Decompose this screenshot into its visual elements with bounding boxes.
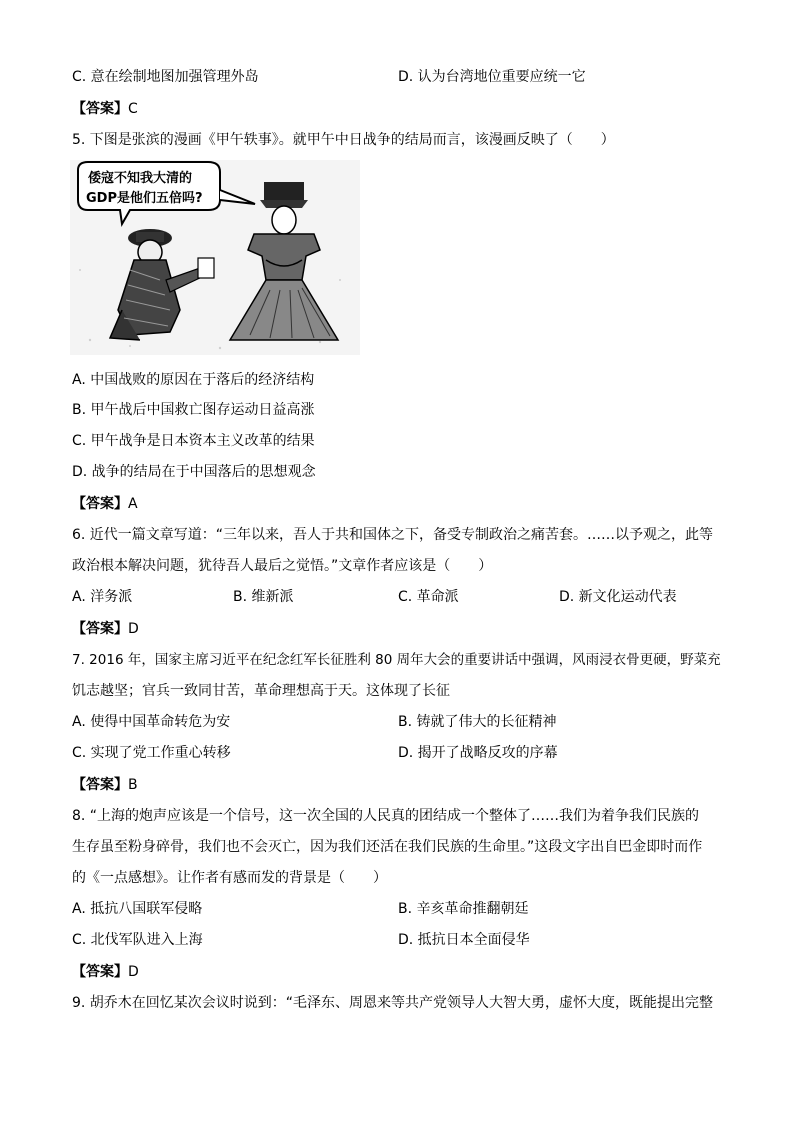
answer-value: D: [128, 621, 139, 637]
q8-option-b: B. 辛亥革命推翻朝廷: [398, 901, 529, 917]
answer-label: 【答案】: [72, 101, 128, 117]
q8-stem-line1: 8. “上海的炮声应该是一个信号，这一次全国的人民真的团结成一个整体了……我们为着争我们民族的: [72, 808, 700, 824]
q5-option-a: A. 中国战败的原因在于落后的经济结构: [72, 372, 315, 388]
q4-option-d: D. 认为台湾地位重要应统一它: [398, 69, 586, 85]
answer-value: A: [128, 496, 138, 512]
cartoon-image: [70, 160, 360, 355]
q7-option-b: B. 铸就了伟大的长征精神: [398, 714, 557, 730]
q6-option-b: B. 维新派: [233, 589, 294, 605]
q6-stem-line1: 6. 近代一篇文章写道：“三年以来，吾人于共和国体之下，备受专制政治之痛苦套。……以予观之，此等: [72, 527, 714, 543]
q5-stem: 5. 下图是张滨的漫画《甲午轶事》。就甲午中日战争的结局而言，该漫画反映了（ ）: [72, 132, 615, 148]
q6-answer: [72, 620, 139, 638]
q5-answer: [72, 495, 138, 513]
q8-answer: [72, 963, 139, 981]
answer-value: C: [128, 101, 138, 117]
q8-option-a: A. 抵抗八国联军侵略: [72, 901, 203, 917]
q6-option-c: C. 革命派: [398, 589, 459, 605]
q7-option-c: C. 实现了党工作重心转移: [72, 745, 231, 761]
q5-option-d: D. 战争的结局在于中国落后的思想观念: [72, 464, 316, 480]
q6-option-d: D. 新文化运动代表: [559, 589, 677, 605]
q8-stem-line3: 的《一点感想》。让作者有感而发的背景是（ ）: [72, 870, 387, 886]
answer-label: 【答案】: [72, 964, 128, 980]
answer-label: 【答案】: [72, 496, 128, 512]
cartoon-caption-line2: GDP是他们五倍吗?: [86, 191, 203, 206]
q8-option-d: D. 抵抗日本全面侵华: [398, 932, 530, 948]
q4-answer: [72, 100, 138, 118]
q7-option-a: A. 使得中国革命转危为安: [72, 714, 231, 730]
q4-option-c: C. 意在绘制地图加强管理外岛: [72, 69, 259, 85]
q7-stem-line1: 7. 2016 年，国家主席习近平在纪念红军长征胜利 80 周年大会的重要讲话中强调，风雨浸衣骨更硬，野菜充: [72, 652, 721, 668]
q8-option-c: C. 北伐军队进入上海: [72, 932, 203, 948]
answer-label: 【答案】: [72, 777, 128, 793]
q5-option-b: B. 甲午战后中国救亡图存运动日益高涨: [72, 402, 315, 418]
q9-stem-line1: 9. 胡乔木在回忆某次会议时说到：“毛泽东、周恩来等共产党领导人大智大勇，虚怀大度，既能提出完整: [72, 995, 714, 1011]
answer-value: D: [128, 964, 139, 980]
cartoon-caption-line1: 倭寇不知我大清的: [88, 171, 193, 186]
q7-option-d: D. 揭开了战略反攻的序幕: [398, 745, 558, 761]
q6-stem-line2: 政治根本解决问题，犹待吾人最后之觉悟。”文章作者应该是（ ）: [72, 558, 493, 574]
q6-option-a: A. 洋务派: [72, 589, 133, 605]
q7-stem-line2: 饥志越坚；官兵一致同甘苦，革命理想高于天。这体现了长征: [72, 683, 450, 699]
answer-label: 【答案】: [72, 621, 128, 637]
q7-answer: [72, 776, 138, 794]
q5-option-c: C. 甲午战争是日本资本主义改革的结果: [72, 433, 315, 449]
q8-stem-line2: 生存虽至粉身碎骨，我们也不会灭亡，因为我们还活在我们民族的生命里。”这段文字出自巴金即时而作: [72, 839, 703, 855]
answer-value: B: [128, 777, 138, 793]
